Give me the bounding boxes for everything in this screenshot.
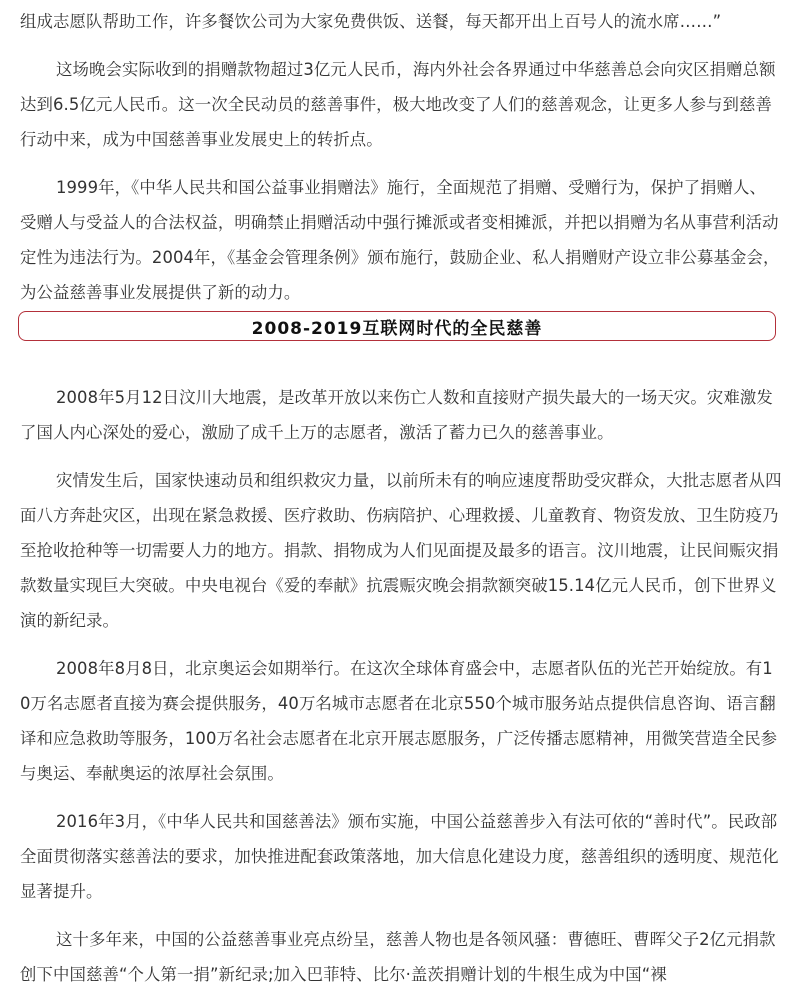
paragraph-highlights: 这十多年来，中国的公益慈善事业亮点纷呈，慈善人物也是各领风骚：曹德旺、曹晖父子2亿元捐款创下中国慈善“个人第一捐”新纪录;加入巴菲特、比尔·盖茨捐赠计划的牛根生成为中国“裸 <box>20 930 776 984</box>
section-header <box>18 311 776 341</box>
paragraph-wenchuan-earthquake: 2008年5月12日汶川大地震，是改革开放以来伤亡人数和直接财产损失最大的一场天灾。灾难激发了国人内心深处的爱心，激励了成千上万的志愿者，激活了蓄力已久的慈善事业。 <box>20 388 773 442</box>
paragraph-donation-law: 1999年，《中华人民共和国公益事业捐赠法》施行，全面规范了捐赠、受赠行为，保护了捐赠人、受赠人与受益人的合法权益，明确禁止捐赠活动中强行摊派或者变相摊派，并把以捐赠为名从事营利活动定性为违法行为。2004年，《基金会管理条例》颁布施行，鼓励企业、私人捐赠财产设立非公募基金会，为公益慈善事业发展提供了新的动力。 <box>20 178 780 302</box>
article-upper <box>20 0 782 310</box>
article-lower <box>20 380 782 992</box>
paragraph-disaster-relief: 灾情发生后，国家快速动员和组织救灾力量，以前所未有的响应速度帮助受灾群众，大批志愿者从四面八方奔赴灾区，出现在紧急救援、医疗救助、伤病陪护、心理救援、儿童教育、物资发放、卫生防疫乃至抢收抢种等一切需要人力的地方。捐款、捐物成为人们见面提及最多的语言。汶川地震，让民间赈灾捐款数量实现巨大突破。中央电视台《爱的奉献》抗震赈灾晚会捐款额突破15.14亿元人民币，创下世界义演的新纪录。 <box>20 471 782 630</box>
paragraph-continued: 组成志愿队帮助工作，许多餐饮公司为大家免费供饭、送餐，每天都开出上百号人的流水席……” <box>20 12 722 31</box>
paragraph-gala-donations: 这场晚会实际收到的捐赠款物超过3亿元人民币，海内外社会各界通过中华慈善总会向灾区捐赠总额达到6.5亿元人民币。这一次全民动员的慈善事件，极大地改变了人们的慈善观念，让更多人参与到慈善行动中来，成为中国慈善事业发展史上的转折点。 <box>20 60 776 149</box>
paragraph-charity-law: 2016年3月，《中华人民共和国慈善法》颁布实施，中国公益慈善步入有法可依的“善时代”。民政部全面贯彻落实慈善法的要求，加快推进配套政策落地，加大信息化建设力度，慈善组织的透明度、规范化显著提升。 <box>20 812 779 901</box>
section-title: 2008-2019互联网时代的全民慈善 <box>251 318 543 339</box>
paragraph-beijing-olympics: 2008年8月8日，北京奥运会如期举行。在这次全球体育盛会中，志愿者队伍的光芒开始绽放。有10万名志愿者直接为赛会提供服务，40万名城市志愿者在北京550个城市服务站点提供信息咨询、语言翻译和应急救助等服务，100万名社会志愿者在北京开展志愿服务，广泛传播志愿精神，用微笑营造全民参与奥运、奉献奥运的浓厚社会氛围。 <box>20 659 778 783</box>
